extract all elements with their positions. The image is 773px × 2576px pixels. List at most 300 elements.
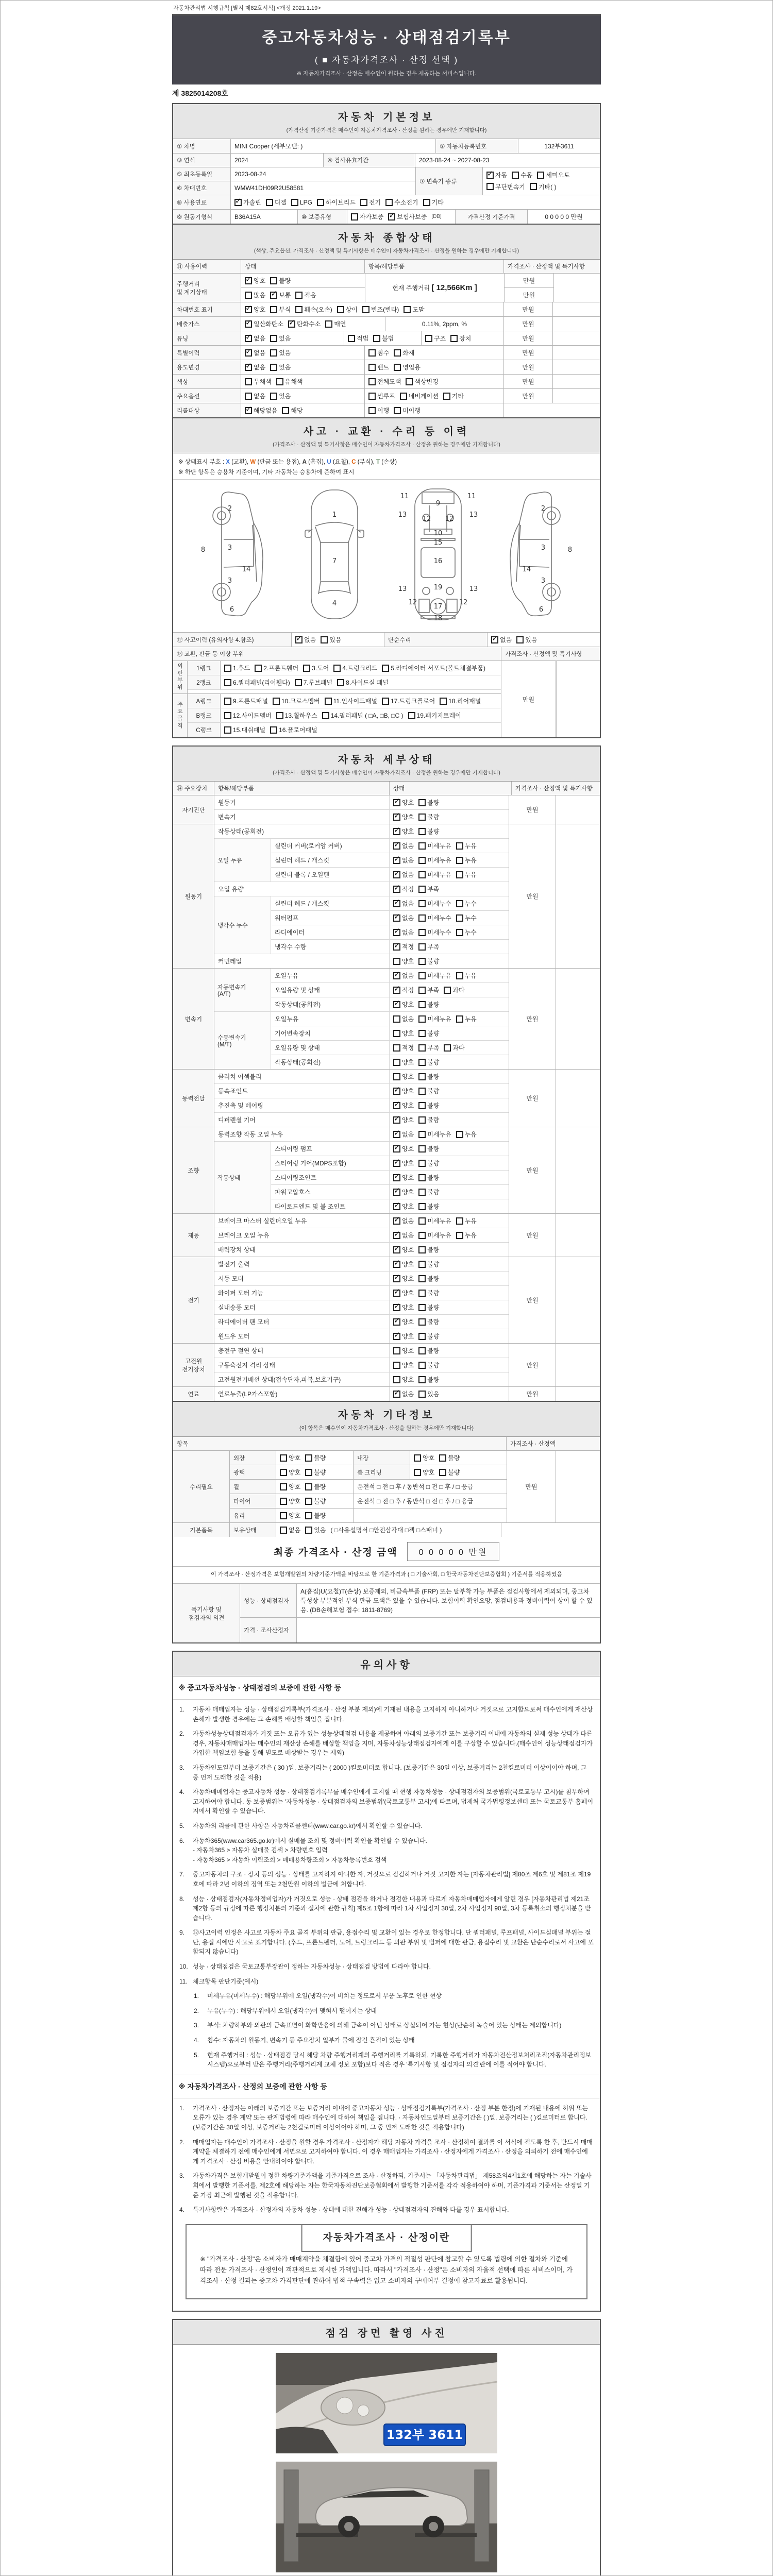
empty-box-icon	[418, 1073, 426, 1080]
checkbox-item: ✓ 양호	[393, 1332, 414, 1341]
empty-box-icon	[393, 1015, 400, 1023]
part-number: 14	[242, 566, 251, 573]
accident-header: 사고 · 교환 · 수리 등 이력 (가격조사 · 산정액 및 특기사항은 매수인이 자동차가격조사 · 산정을 원하는 경우에만 기재합니다)	[173, 417, 600, 453]
empty-box-icon	[418, 1347, 426, 1354]
checkbox-item: 부족	[418, 885, 439, 893]
checkbox-item: 불량	[305, 1511, 326, 1520]
checked-box-icon	[388, 213, 395, 221]
checkbox-item: 18.리어패널	[440, 697, 481, 705]
empty-box-icon	[450, 335, 458, 342]
remark-cell	[556, 1070, 600, 1127]
empty-box-icon	[295, 679, 302, 686]
checkbox-item: 누유	[456, 1216, 477, 1225]
accident-history-options	[292, 633, 384, 647]
checkbox-item: 있음	[270, 392, 291, 400]
empty-box-icon	[393, 1347, 400, 1354]
checkbox-item: 불량	[418, 1332, 439, 1341]
checked-box-icon	[245, 407, 252, 414]
part-number: 3	[541, 544, 546, 552]
checked-box-icon	[245, 320, 252, 328]
overall-state-header: 자동차 종합상태 (색상, 주요옵션, 가격조사 · 산정액 및 특기사항은 매수인이 자동차가격조사 · 산정을 원하는 경우에만 기재합니다)	[173, 224, 600, 260]
detail-row	[271, 983, 509, 997]
inspector-opinion-table	[173, 1584, 600, 1642]
device-name: 동력전달	[173, 1070, 214, 1127]
fuel-options	[231, 195, 600, 209]
checkbox-item: ✓ 양호	[393, 1245, 414, 1254]
empty-box-icon	[418, 1203, 426, 1210]
checkbox-item: 불량	[418, 812, 439, 821]
car-diagram-bottom	[388, 485, 489, 625]
checkbox-item: 불량	[418, 1346, 439, 1355]
checkbox-item: 매연	[325, 319, 346, 328]
checked-box-icon	[486, 172, 494, 179]
checkbox-item: ✓ 자동	[486, 171, 507, 179]
item-label: 클러치 어셈블리	[214, 1070, 390, 1083]
checkbox-item: 8.사이드실 패널	[337, 678, 389, 687]
device-group	[173, 1127, 600, 1214]
checkbox-item: 미세누수	[418, 913, 451, 922]
detail-row	[214, 1358, 509, 1372]
price-cell: 만원	[509, 1344, 556, 1386]
empty-box-icon	[418, 1088, 426, 1095]
checkbox-item: 렌트	[368, 363, 389, 371]
item-label: 등속죠인트	[214, 1084, 390, 1098]
checked-box-icon	[491, 636, 498, 643]
price-cell: 만원	[509, 824, 556, 968]
checkbox-item: 해당	[282, 406, 303, 415]
checkbox-item: ✓ 없음	[245, 334, 265, 343]
state-options	[390, 1300, 509, 1314]
price-cell: 만원	[509, 1070, 556, 1127]
empty-box-icon	[270, 277, 277, 284]
other-info-header: 자동차 기타정보 (이 항목은 매수인이 자동차가격조사 · 산정을 원하는 경우에만 기재합니다)	[173, 1401, 600, 1437]
checkbox-item: 있음	[270, 348, 291, 357]
empty-box-icon	[439, 1454, 446, 1462]
item-label: 파워고압호스	[271, 1185, 390, 1199]
checkbox-item: 양호	[393, 1058, 414, 1066]
checked-box-icon	[393, 1217, 400, 1225]
checked-box-icon	[393, 1131, 400, 1138]
checkbox-item: 과다	[444, 986, 464, 994]
criteria-item: 4. 침수: 자동차의 원동기, 변속기 등 주요장치 일부가 물에 잠긴 흔적이 있는 상태	[194, 2037, 415, 2044]
checkbox-item: 2.프론트휀더	[255, 664, 298, 672]
price-cell: 만원	[501, 661, 556, 737]
checkbox-item: ✓ 없음	[393, 870, 414, 879]
empty-box-icon	[393, 958, 400, 965]
empty-box-icon	[444, 987, 451, 994]
detail-row	[271, 1055, 509, 1069]
checkbox-item: 전기	[360, 198, 381, 207]
item-label: 스티어링조인트	[271, 1171, 390, 1184]
exchange-price-header: 가격조사 · 산정액 및 특기사항	[501, 647, 600, 660]
photo-headlight-plate	[276, 2353, 497, 2453]
remark-cell	[556, 661, 600, 737]
empty-box-icon	[400, 393, 407, 400]
empty-box-icon	[393, 1362, 400, 1369]
empty-box-icon	[270, 393, 277, 400]
empty-box-icon	[270, 364, 277, 371]
empty-box-icon	[276, 712, 283, 719]
opinion-text: A(흠집)U(요철)T(손상) 보증제외, 비금속부품 (FRP) 또는 탈부착 가능 부품은 점검사항에서 제외되며, 중고차 특성상 부분적인 부식 판금 도색은 있을 수 있습니다. 보험이력 확인요망, 점검내용과 정비이력이 상이 할 수 있음. (DB손해보험 접수: 1811-8769)	[300, 1588, 593, 1614]
checkbox-item: ✓ 양호	[393, 1274, 414, 1283]
notice-item: 1. 자동차 매매업자는 성능 · 상태점검기록부(가격조사 · 산정 부분 제외)에 기재된 내용을 고지하지 아니하거나 거짓으로 고지함으로써 매수인에게 재산상 손해가 발생한 경우에는 그 손해를 배상할 책임을 집니다.	[179, 1706, 593, 1723]
field-label: ④ 검사유효기간	[324, 154, 415, 167]
checkbox-item: 양호	[280, 1497, 300, 1505]
checkbox-item: 양호	[393, 957, 414, 965]
state-code-legend: ※ 상태표시 부호 : X (교환), W (판금 또는 용접), A (흠집), U (요철), C (부식), T (손상)	[178, 459, 397, 465]
device-name: 제동	[173, 1214, 214, 1257]
checkbox-item: ✓ 보험사보증	[388, 212, 427, 221]
empty-box-icon	[368, 407, 376, 414]
checkbox-item: ✓ 없음	[491, 635, 512, 644]
current-mileage: 현재 주행거리 [ 12,566Km ]	[365, 274, 505, 302]
item-label: 시동 모터	[214, 1272, 390, 1285]
checkbox-item: ✓ 양호	[393, 827, 414, 836]
checkbox-item: 세미오토	[537, 171, 569, 179]
checkbox-item: 불량	[270, 276, 291, 285]
checked-box-icon	[245, 335, 252, 342]
empty-box-icon	[280, 1483, 287, 1490]
checkbox-item: 양호	[280, 1482, 300, 1491]
empty-box-icon	[418, 1246, 426, 1253]
checkbox-item: ✓ 없음	[393, 1389, 414, 1398]
empty-box-icon	[224, 698, 231, 705]
checkbox-item: 기타( )	[530, 182, 557, 191]
checkbox-item: 불량	[418, 957, 439, 965]
checkbox-item: 기타	[423, 198, 444, 207]
opinion-who: 가격 · 조사산정자	[240, 1618, 297, 1642]
detail-row	[214, 954, 509, 968]
empty-box-icon	[270, 335, 277, 342]
detail-row	[214, 1329, 509, 1343]
empty-box-icon	[382, 665, 389, 672]
row-label: 튜닝	[173, 331, 241, 345]
part-number: 6	[539, 606, 544, 614]
detail-row	[271, 969, 509, 983]
checked-box-icon	[393, 1203, 400, 1210]
checkbox-item: 불량	[418, 1159, 439, 1167]
col-header: ⑪ 사용이력	[173, 260, 241, 273]
empty-box-icon	[418, 1145, 426, 1153]
item-label: 윈도우 모터	[214, 1329, 390, 1343]
checkbox-item: ✓ 없음	[393, 856, 414, 865]
checkbox-item: 4.트렁크리드	[333, 664, 377, 672]
holding-state-label: 보유상태	[230, 1523, 276, 1537]
basic-items-options: 없음 있음 ( □사용설명서 □안전삼각대 □잭 □스패너 )	[276, 1523, 501, 1537]
empty-box-icon	[368, 364, 376, 371]
checkbox-item: 수동	[512, 171, 532, 179]
empty-box-icon	[394, 364, 401, 371]
outer-panel-label: 외 판 부 위	[173, 661, 188, 693]
checkbox-item: LPG	[291, 199, 312, 206]
repair-label: 수리필요	[173, 1451, 230, 1522]
state-options	[365, 360, 504, 374]
checkbox-item: 불량	[305, 1468, 326, 1477]
checkbox-item: 불량	[305, 1497, 326, 1505]
row-label: 배출가스	[173, 317, 241, 331]
checkbox-item: 있음	[418, 1389, 439, 1398]
empty-box-icon	[266, 199, 273, 206]
overall-state-table	[173, 260, 600, 417]
document-title: 중고자동차성능 · 상태점검기록부	[262, 29, 511, 46]
empty-box-icon	[305, 1498, 312, 1505]
device-group	[173, 824, 600, 969]
checkbox-item: 양호	[414, 1453, 434, 1462]
part-number: 13	[398, 585, 407, 593]
checkbox-item: 적법	[348, 334, 368, 343]
checkbox-item: 미세누수	[418, 899, 451, 908]
empty-box-icon	[414, 1454, 421, 1462]
notice-item: 2. 자동차성능상태점검자가 거짓 또는 오류가 있는 성능상태점검 내용을 제공하여 아래의 보증기간 또는 보증거리 이내에 자동차의 실제 성능 상태가 다른 경우, 자동차매매업자는 매수인의 재산상 손해를 배상할 책임을 지며, 자동차성능상태점검자에게 이를 구상할 수 있습니다.(매수인이 성능상태점검자가 가입한 책임보험 등을 통해 별도로 배상받는 경우는 제외)	[179, 1730, 593, 1757]
item-label: 오일유량 및 상태	[271, 1041, 390, 1055]
checkbox-item: 부족	[418, 1043, 439, 1052]
notice-item: 5. 자동차의 리콜에 관한 사항은 자동차리콜센터(www.car.go.kr)에서 확인할 수 있습니다.	[179, 1822, 423, 1829]
item-label: 스티어링 기어(MDPS포함)	[271, 1156, 390, 1170]
checkbox-item: 누유	[456, 841, 477, 850]
detail-row	[271, 1171, 509, 1185]
col-header: 항목/해당부품	[214, 782, 390, 795]
state-options	[241, 346, 365, 360]
price-cell: 만원	[504, 360, 553, 374]
detail-row	[271, 896, 509, 911]
checkbox-item: ✓ 없음	[295, 635, 316, 644]
device-name: 전기	[173, 1257, 214, 1343]
price-cell: 만원	[504, 346, 553, 360]
panel-photos	[172, 2319, 601, 2576]
remark-cell	[553, 346, 600, 360]
checkbox-item: 불량	[305, 1482, 326, 1491]
empty-box-icon	[456, 1232, 463, 1239]
checked-box-icon	[393, 1275, 400, 1282]
empty-box-icon	[224, 679, 231, 686]
checkbox-item: 5.라디에이터 서포트(볼트체결부품)	[382, 664, 485, 672]
field-value: 132부3611	[544, 143, 574, 150]
checked-box-icon	[393, 1318, 400, 1326]
item-label: 발전기 출력	[214, 1257, 390, 1271]
checkbox-item: 15.대쉬패널	[224, 725, 265, 734]
checkbox-item: ✓ 탄화수소	[288, 319, 321, 328]
item-label: 변속기	[214, 810, 390, 824]
part-number: 11	[400, 493, 409, 500]
state-options	[390, 1055, 509, 1069]
checked-box-icon	[393, 828, 400, 835]
checkbox-item: 양호	[280, 1511, 300, 1520]
checked-box-icon	[393, 799, 400, 806]
item-label: 작동상태(공회전)	[271, 1055, 390, 1069]
state-options	[390, 969, 509, 982]
checkbox-item: 부식	[270, 305, 291, 314]
basic-info-header: 자동차 기본정보 (가격산정 기준가격은 매수인이 자동차가격조사 · 산정을 원하는 경우에만 기재합니다)	[173, 104, 600, 139]
empty-box-icon	[276, 378, 283, 385]
photos-header: 점검 장면 촬영 사진	[173, 2320, 600, 2345]
remark-cell	[556, 824, 600, 968]
checkbox-item: 14.필러패널 ( □A, □B, □C )	[322, 711, 404, 720]
checkbox-item: 불량	[418, 1317, 439, 1326]
detail-row	[214, 1127, 509, 1142]
sub-label: 수동변속기 (M/T)	[214, 1012, 271, 1069]
empty-box-icon	[394, 349, 401, 357]
checkbox-item: 미세누유	[418, 1014, 451, 1023]
accident-history-table	[173, 632, 600, 737]
col-header: 항목/해당부품	[365, 260, 504, 273]
checkbox-item: ✓ 없음	[393, 1231, 414, 1240]
part-number: 2	[227, 505, 232, 513]
empty-box-icon	[418, 1030, 426, 1037]
item-label: 오일누유	[271, 969, 390, 982]
col-header: 상태	[241, 260, 365, 273]
item-label: 연료누출(LP가스포함)	[214, 1387, 390, 1401]
checkbox-item: 불량	[418, 1361, 439, 1369]
checkbox-item: 양호	[393, 1346, 414, 1355]
checked-box-icon	[393, 1290, 400, 1297]
checked-box-icon	[393, 1333, 400, 1340]
item-label: 실린더 헤드 / 개스킷	[271, 853, 390, 867]
empty-box-icon	[418, 914, 426, 922]
detail-row	[214, 1113, 509, 1127]
checkbox-item: 미세누유	[418, 841, 451, 850]
part-number: 11	[467, 493, 476, 500]
checkbox-item: 누유	[456, 856, 477, 865]
checkbox-item: 3.도어	[303, 664, 329, 672]
notice-item: 2. 매매업자는 매수인이 가격조사 · 산정을 원할 경우 가격조사 · 산정자가 해당 자동차 가격을 조사 · 산정하여 결과를 이 서식에 적도록 한 후, 반드시 매매계약을 체결하기 전에 매수인에게 서면으로 고지하여야 합니다. 이 경우 매매업자는 가격조사 · 산정자에게 가격조사 · 산정을 의뢰하기 전에 매수인에게 가격조사 · 산정 비용을 안내하여야 합니다.	[179, 2138, 593, 2165]
empty-box-icon	[414, 1469, 421, 1476]
notice-item: 1. 가격조사 · 산정자는 아래의 보증기간 또는 보증거리 이내에 중고자동차 성능 · 상태점검기록부(가격조사 · 산정 부분 한정)에 기재된 내용에 허위 또는 오류가 있는 경우 계약 또는 관계법령에 따라 매수인에 대하여 책임을 집니다. · 자동차인도일부터 보증기간은 ( )일, 보증거리는 ( )킬로미터로 합니다. (보증기간은 30일 이상, 보증거리는 2천킬로미터 이상이어야 하며, 그 중 먼저 도래한 것을 적용합니다)	[179, 2104, 589, 2131]
checkbox-item: ✓ 없음	[393, 899, 414, 908]
checkbox-item: 하이브리드	[317, 198, 356, 207]
col-header: 상태	[390, 782, 512, 795]
detail-row	[214, 1084, 509, 1098]
checkbox-item: 11.인사이드패널	[325, 697, 377, 705]
part-number: 3	[227, 577, 232, 585]
checked-box-icon	[393, 1391, 400, 1398]
remark-cell	[554, 274, 600, 302]
item-label: 기어변속장치	[271, 1026, 390, 1040]
empty-box-icon	[245, 292, 252, 299]
empty-box-icon	[351, 213, 358, 221]
price-cell: 만원	[509, 1214, 556, 1257]
field-label: ③ 연식	[173, 154, 231, 167]
detail-row	[214, 1372, 509, 1386]
price-definition-body: ※ "가격조사 · 산정"은 소비자가 매매계약을 체결함에 있어 중고차 가격의 적절성 판단에 참고할 수 있도록 법령에 의한 절차와 기준에 따라 전문 가격조사 · 산정인이 객관적으로 제시한 가액입니다. 따라서 "가격조사 · 산정"은 소비자의 자율적 선택에 따른 서비스이며, 가격조사 · 산정 결과는 중고차 가격판단에 관하여 법적 구속력은 없고 소비자의 구매여부 결정에 참고자료로 활용됩니다.	[200, 2255, 573, 2285]
checkbox-item: 불량	[418, 1072, 439, 1081]
empty-box-icon	[224, 665, 231, 672]
panel-notices	[172, 1651, 601, 2312]
checkbox-item: 불량	[418, 1115, 439, 1124]
empty-box-icon	[425, 335, 432, 342]
item-label: 실내송풍 모터	[214, 1300, 390, 1314]
part-number: 10	[434, 530, 443, 537]
checkbox-item: 유채색	[276, 377, 303, 386]
empty-box-icon	[418, 958, 426, 965]
state-options	[390, 1156, 509, 1170]
checkbox-item: ✓ 적정	[393, 942, 414, 951]
item-label: 커먼레일	[214, 954, 390, 968]
field-label: ① 차명	[173, 139, 231, 153]
empty-box-icon	[486, 183, 494, 190]
state-options	[241, 403, 365, 417]
state-options	[410, 1451, 507, 1465]
checked-box-icon	[245, 306, 252, 313]
state-options	[390, 1228, 509, 1242]
checked-box-icon	[393, 987, 400, 994]
row-label: 색상	[173, 375, 241, 388]
empty-box-icon	[382, 698, 389, 705]
state-options	[390, 1257, 509, 1271]
sub-label: 냉각수 누수	[214, 896, 271, 954]
state-code: A	[302, 459, 307, 465]
item-label: 작동상태(공회전)	[214, 824, 390, 838]
checked-box-icon	[393, 1246, 400, 1253]
item-label: 라디에이터 팬 모터	[214, 1315, 390, 1329]
repair-item: 룸 크리닝	[354, 1465, 410, 1479]
accident-history-label: ⑫ 사고이력 (유의사항 4.참조)	[173, 633, 292, 647]
criteria-item: 1. 미세누유(미세누수) : 해당부위에 오일(냉각수)이 비치는 정도로서 부품 노후로 인한 현상	[194, 1992, 442, 2000]
empty-box-icon	[440, 698, 447, 705]
part-number: 13	[398, 511, 407, 519]
repair-item: 광택	[230, 1465, 276, 1479]
state-options	[276, 1509, 354, 1522]
panel-basic	[172, 103, 601, 738]
empty-box-icon	[418, 799, 426, 806]
checkbox-item: 12.사이드멤버	[224, 711, 272, 720]
state-options	[390, 1214, 509, 1228]
empty-box-icon	[456, 871, 463, 878]
part-number: 8	[200, 546, 206, 554]
checked-box-icon	[393, 1116, 400, 1124]
device-name: 변속기	[173, 969, 214, 1069]
warranty-options: 자가보증 ✓ 보험사보증 [DB]	[347, 210, 456, 224]
col-header: 항목	[173, 1437, 507, 1450]
state-options	[241, 360, 365, 374]
repair-item: 유리	[230, 1509, 276, 1522]
item-label: 워터펌프	[271, 911, 390, 925]
field-label: ⑨ 원동기형식	[173, 210, 231, 224]
title-sub2: ※ 자동차가격조사 · 산정은 매수인이 원하는 경우 제공하는 서비스입니다.	[296, 71, 477, 77]
checkbox-item: 상이	[337, 305, 358, 314]
checked-box-icon	[393, 857, 400, 864]
title-sub1: ( ■ 자동차가격조사 · 산정 선택 )	[314, 55, 459, 65]
empty-box-icon	[418, 1001, 426, 1008]
empty-box-icon	[418, 1318, 426, 1326]
empty-box-icon	[270, 306, 277, 313]
empty-box-icon	[280, 1469, 287, 1476]
detail-state-header: 자동차 세부상태 (가격조사 · 산정액 및 특기사항은 매수인이 자동차가격조사 · 산정을 원하는 경우에만 기재합니다)	[173, 747, 600, 782]
checkbox-item: ✓ 양호	[245, 305, 265, 314]
checkbox-item: 불량	[439, 1468, 460, 1477]
empty-box-icon	[418, 1232, 426, 1239]
detail-row	[214, 1098, 509, 1113]
detail-row	[214, 1344, 509, 1358]
checkbox-item: 양호	[393, 1375, 414, 1384]
empty-box-icon	[393, 1073, 400, 1080]
state-options	[390, 1142, 509, 1156]
empty-box-icon	[443, 393, 450, 400]
price-cell: 만원	[504, 331, 553, 345]
state-options	[410, 1465, 507, 1479]
checkbox-item: 있음	[516, 635, 537, 644]
price-cell: 만원	[509, 1257, 556, 1343]
state-options	[390, 853, 509, 867]
checked-box-icon	[245, 349, 252, 357]
checkbox-item: 미세누수	[418, 928, 451, 937]
checkbox-item: 미이행	[394, 406, 421, 415]
state-options	[365, 403, 504, 417]
checkbox-item: 무채색	[245, 377, 272, 386]
odometer-state	[241, 288, 365, 302]
detail-row	[214, 1214, 509, 1228]
checkbox-item: 미세누유	[418, 1216, 451, 1225]
checkbox-item: 누유	[456, 870, 477, 879]
